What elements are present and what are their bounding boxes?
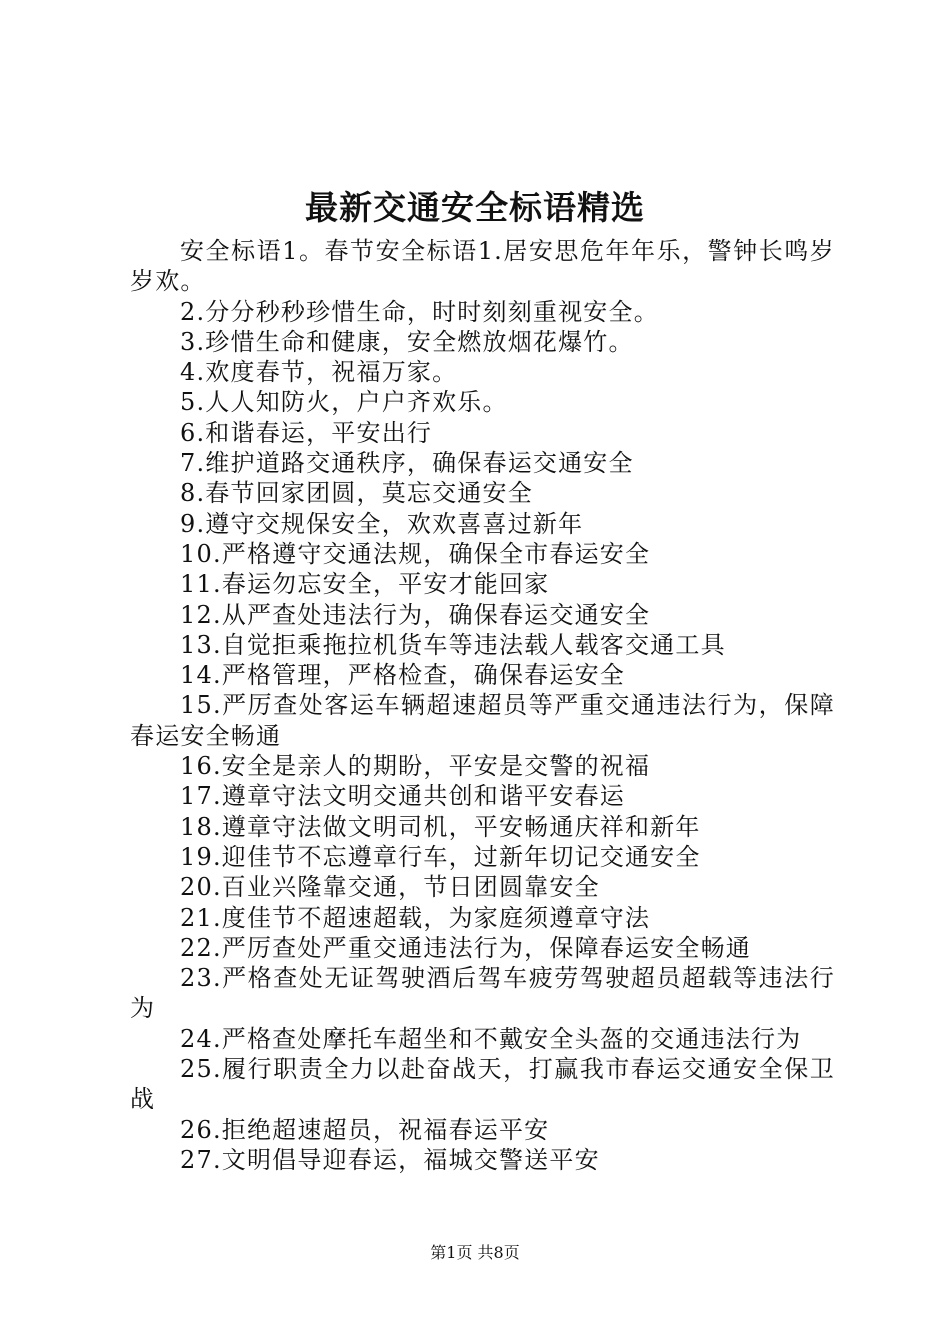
paragraph: 26.拒绝超速超员，祝福春运平安 [180,1115,550,1144]
paragraph: 17.遵章守法文明交通共创和谐平安春运 [180,782,625,811]
paragraph: 11.春运勿忘安全，平安才能回家 [180,570,550,599]
document-body [130,236,835,1175]
page-footer: 第1页 共8页 [430,1243,520,1262]
document-title: 最新交通安全标语精选 [305,188,645,227]
paragraph: 25.履行职责全力以赴奋战天，打赢我市春运交通安全保卫战 [130,1055,835,1114]
paragraph: 15.严厉查处客运车辆超速超员等严重交通违法行为，保障春运安全畅通 [130,691,835,750]
paragraph: 24.严格查处摩托车超坐和不戴安全头盔的交通违法行为 [180,1024,802,1053]
paragraph: 8.春节回家团圆，莫忘交通安全 [180,479,533,508]
paragraph: 14.严格管理，严格检查，确保春运安全 [180,661,625,690]
paragraph: 21.度佳节不超速超载，为家庭须遵章守法 [180,903,651,932]
paragraph: 9.遵守交规保安全，欢欢喜喜过新年 [180,509,584,538]
paragraph: 23.严格查处无证驾驶酒后驾车疲劳驾驶超员超载等违法行为 [130,964,835,1023]
paragraph: 5.人人知防火，户户齐欢乐。 [180,388,508,417]
paragraph: 19.迎佳节不忘遵章行车，过新年切记交通安全 [180,842,701,871]
paragraph: 安全标语1。春节安全标语1.居安思危年年乐，警钟长鸣岁岁欢。 [130,237,835,296]
paragraph: 6.和谐春运，平安出行 [180,418,433,447]
paragraph: 27.文明倡导迎春运，福城交警送平安 [180,1145,600,1174]
paragraph: 13.自觉拒乘拖拉机货车等违法载人载客交通工具 [180,630,726,659]
paragraph: 2.分分秒秒珍惜生命，时时刻刻重视安全。 [180,297,659,326]
paragraph: 22.严厉查处严重交通违法行为，保障春运安全畅通 [180,933,751,962]
paragraph: 20.百业兴隆靠交通，节日团圆靠安全 [180,873,600,902]
paragraph: 3.珍惜生命和健康，安全燃放烟花爆竹。 [180,327,634,356]
paragraph: 4.欢度春节，祝福万家。 [180,358,458,387]
paragraph: 12.从严查处违法行为，确保春运交通安全 [180,600,651,629]
paragraph: 18.遵章守法做文明司机，平安畅通庆祥和新年 [180,812,701,841]
paragraph: 7.维护道路交通秩序，确保春运交通安全 [180,449,634,478]
paragraph: 10.严格遵守交通法规，确保全市春运安全 [180,539,651,568]
paragraph: 16.安全是亲人的期盼，平安是交警的祝福 [180,752,651,781]
